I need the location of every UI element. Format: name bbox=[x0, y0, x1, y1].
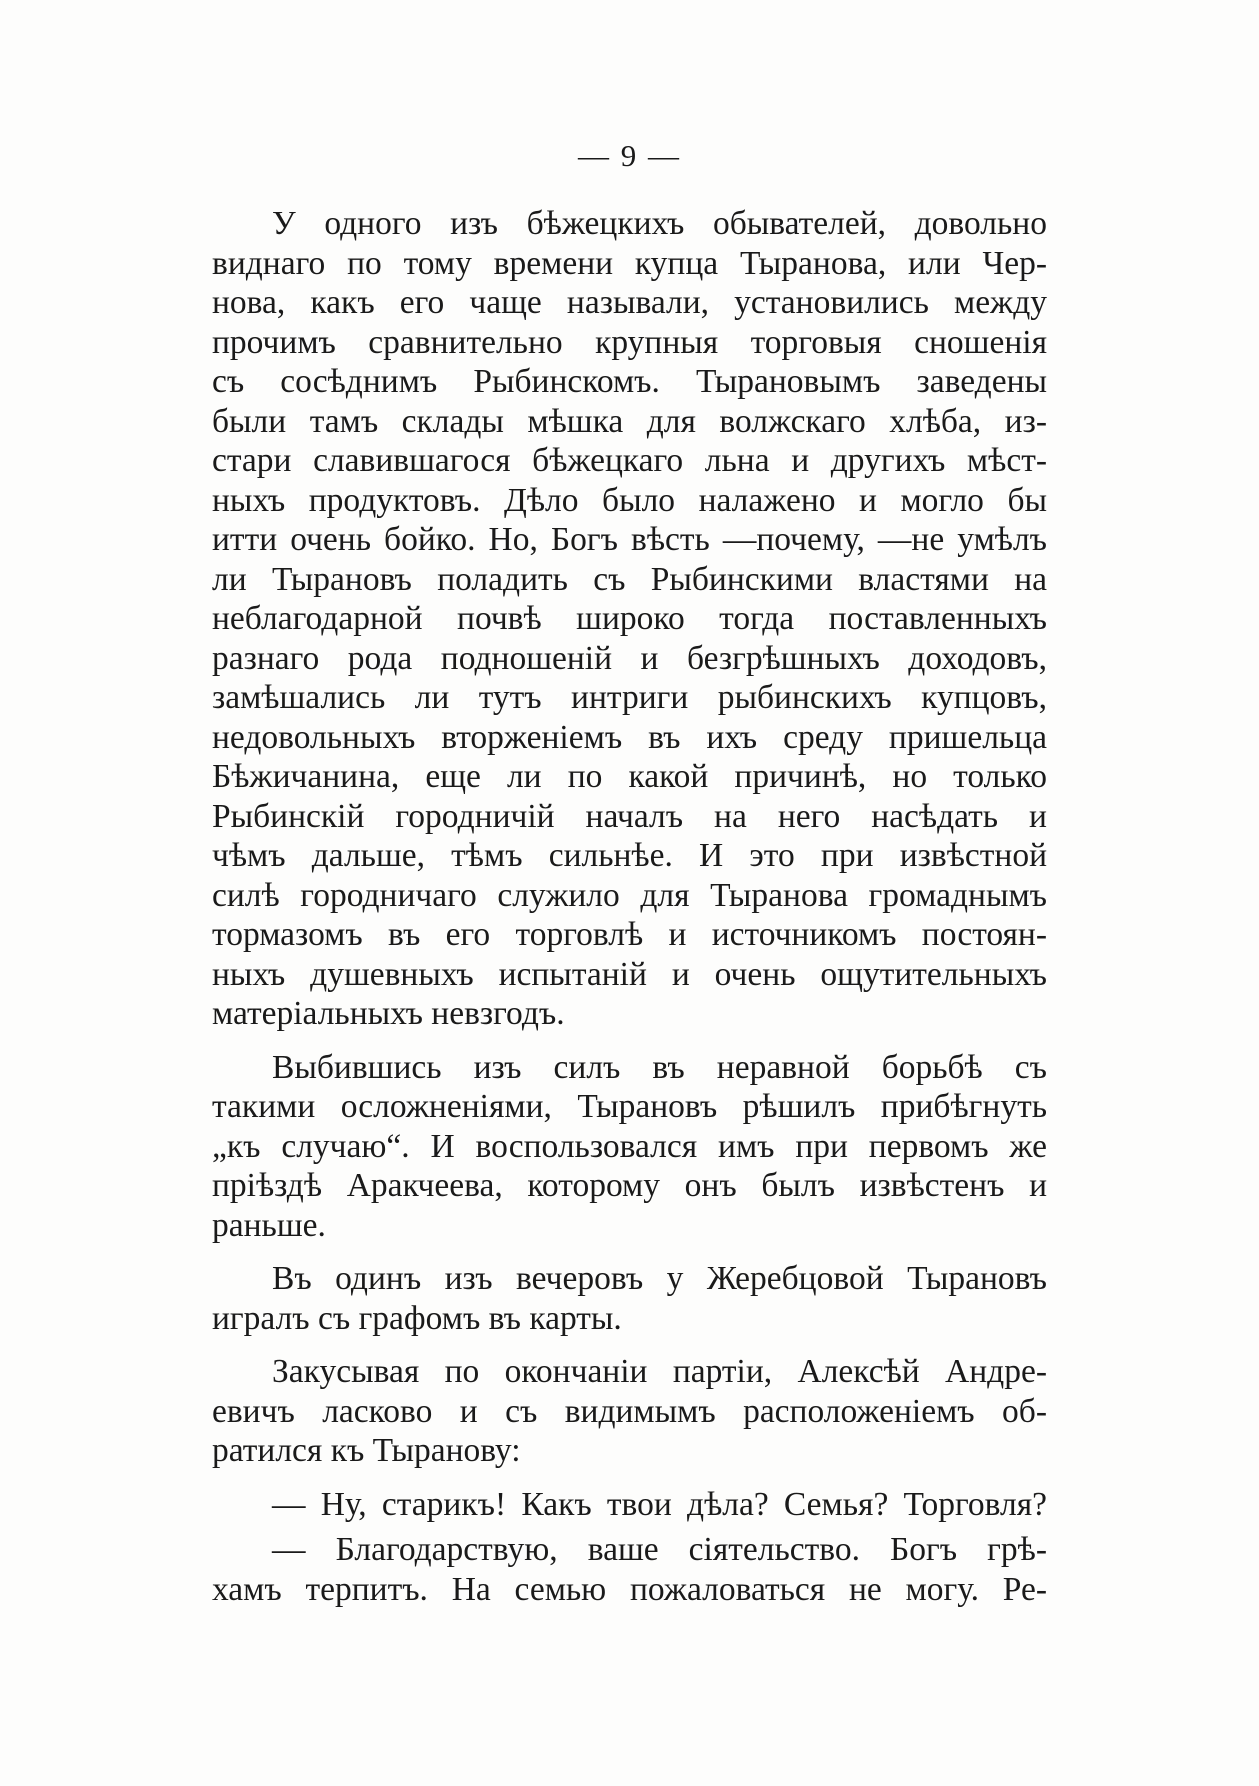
text-line: Закусывая по окончаніи партіи, Алексѣй Андре- bbox=[272, 1353, 1047, 1390]
paragraph-3 bbox=[212, 1259, 1047, 1338]
text-line: были тамъ склады мѣшка для волжскаго хлѣба, из- bbox=[212, 402, 1047, 440]
text-line: ныхъ продуктовъ. Дѣло было налажено и могло бы bbox=[212, 481, 1047, 519]
text-line: ли Тырановъ поладить съ Рыбинскими властями на bbox=[212, 560, 1047, 598]
text-line: недовольныхъ вторженіемъ въ ихъ среду пришельца bbox=[212, 718, 1047, 756]
text-line: „къ случаю“. И воспользовался имъ при первомъ же bbox=[212, 1127, 1047, 1165]
text-line: съ сосѣднимъ Рыбинскомъ. Тырановымъ заведены bbox=[212, 363, 1047, 400]
text-line: такими осложненіями, Тырановъ рѣшилъ прибѣгнуть bbox=[212, 1088, 1047, 1125]
text-line: игралъ съ графомъ въ карты. bbox=[212, 1299, 622, 1337]
text-line: прочимъ сравнительно крупныя торговыя сношенія bbox=[212, 323, 1047, 361]
text-line: матеріальныхъ невзгодъ. bbox=[212, 995, 565, 1032]
text-line: Бѣжичанина, еще ли по какой причинѣ, но только bbox=[212, 758, 1047, 795]
paragraph-2 bbox=[212, 1048, 1047, 1246]
text-line: пріѣздѣ Аракчеева, которому онъ былъ извѣстенъ и bbox=[212, 1167, 1047, 1204]
paragraph-6 bbox=[212, 1530, 1047, 1609]
text-line: итти очень бойко. Но, Богъ вѣсть —почему, —не умѣлъ bbox=[212, 521, 1047, 558]
paragraph-4 bbox=[212, 1352, 1047, 1471]
text-line: замѣшались ли тутъ интриги рыбинскихъ купцовъ, bbox=[212, 679, 1047, 716]
body-text bbox=[212, 204, 1047, 1609]
text-line: виднаго по тому времени купца Тыранова, или Чер- bbox=[212, 244, 1047, 282]
text-line: чѣмъ дальше, тѣмъ сильнѣе. И это при извѣстной bbox=[212, 837, 1047, 874]
text-line: тормазомъ въ его торговлѣ и источникомъ постоян- bbox=[212, 916, 1047, 953]
text-line: раньше. bbox=[212, 1206, 326, 1244]
text-line: Рыбинскій городничій началъ на него насѣдать и bbox=[212, 797, 1047, 835]
text-line: силѣ городничаго служило для Тыранова громаднымъ bbox=[212, 876, 1047, 914]
text-line: ныхъ душевныхъ испытаній и очень ощутительныхъ bbox=[212, 955, 1047, 993]
paragraph-5 bbox=[212, 1485, 1047, 1525]
text-line: Въ одинъ изъ вечеровъ у Жеребцовой Тырановъ bbox=[272, 1260, 1047, 1297]
text-line: — Ну, старикъ! Какъ твои дѣла? Семья? Торговля? bbox=[272, 1485, 1047, 1523]
text-line: хамъ терпитъ. На семью пожаловаться не могу. Ре- bbox=[212, 1570, 1047, 1608]
text-line: неблагодарной почвѣ широко тогда поставленныхъ bbox=[212, 600, 1047, 637]
paragraph-1 bbox=[212, 204, 1047, 1034]
text-line: ратился къ Тыранову: bbox=[212, 1432, 521, 1469]
text-line: нова, какъ его чаще называли, установились между bbox=[212, 284, 1047, 321]
text-line: — Благодарствую, ваше сіятельство. Богъ грѣ- bbox=[272, 1531, 1047, 1568]
text-line: У одного изъ бѣжецкихъ обывателей, довольно bbox=[272, 205, 1047, 242]
text-line: стари славившагося бѣжецкаго льна и другихъ мѣст- bbox=[212, 442, 1047, 479]
text-line: Выбившись изъ силъ въ неравной борьбѣ съ bbox=[272, 1048, 1047, 1086]
page-number: — 9 — bbox=[578, 138, 681, 173]
text-line: разнаго рода подношеній и безгрѣшныхъ доходовъ, bbox=[212, 639, 1047, 677]
text-line: евичъ ласково и съ видимымъ расположеніемъ об- bbox=[212, 1392, 1047, 1430]
